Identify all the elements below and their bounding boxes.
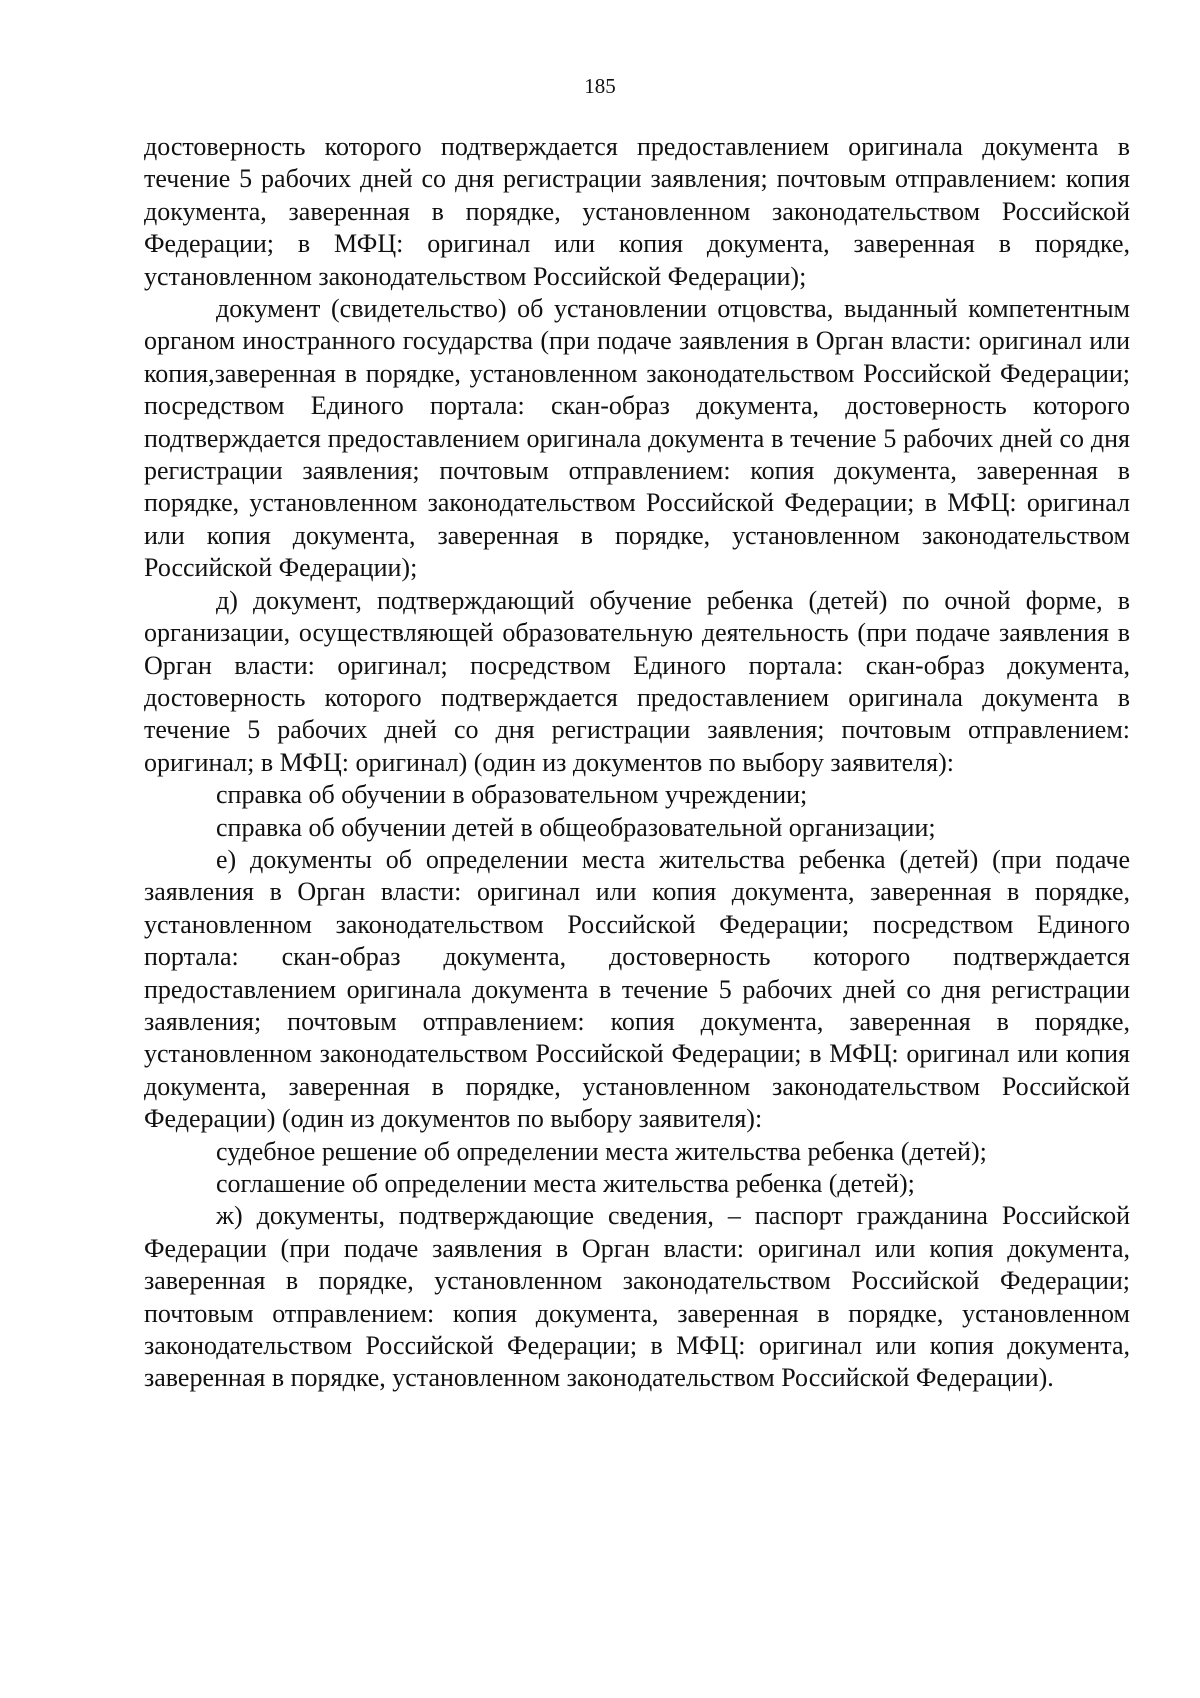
paragraph-continuation: достоверность которого подтверждается предоставлением оригинала документа в течение 5 рабочих дней со дня регистрации заявления; почтовым отправлением: копия документа, заверенная в порядке, установленном законодательством Российской Федерации; в МФЦ: оригинал или копия документа, заверенная в порядке, установленном законодательством Российской Федерации); <box>144 132 1130 291</box>
document-body <box>144 131 1130 1395</box>
page-number: 185 <box>584 74 616 98</box>
paragraph-item-d: д) документ, подтверждающий обучение ребенка (детей) по очной форме, в организации, осуществляющей образовательную деятельность (при подаче заявления в Орган власти: оригинал; посредством Единого портала: скан-образ документа, достоверность которого подтверждается предоставлением оригинала документа в течение 5 рабочих дней со дня регистрации заявления; почтовым отправлением: оригинал; в МФЦ: оригинал) (один из документов по выбору заявителя): <box>144 585 1130 777</box>
paragraph-residence-agreement: соглашение об определении места жительства ребенка (детей); <box>216 1169 915 1198</box>
paragraph-item-zh: ж) документы, подтверждающие сведения, – паспорт гражданина Российской Федерации (при подаче заявления в Орган власти: оригинал или копия документа, заверенная в порядке, установленном законодательством Российской Федерации; почтовым отправлением: копия документа, заверенная в порядке, установленном законодательством Российской Федерации; в МФЦ: оригинал или копия документа, заверенная в порядке, установленном законодательством Российской Федерации). <box>144 1201 1130 1393</box>
paragraph-item-e: е) документы об определении места жительства ребенка (детей) (при подаче заявления в Орган власти: оригинал или копия документа, заверенная в порядке, установленном законодательством Российской Федерации; посредством Единого портала: скан-образ документа, достоверность которого подтверждается предоставлением оригинала документа в течение 5 рабочих дней со дня регистрации заявления; почтовым отправлением: копия документа, заверенная в порядке, установленном законодательством Российской Федерации; в МФЦ: оригинал или копия документа, заверенная в порядке, установленном законодательством Российской Федерации) (один из документов по выбору заявителя): <box>144 844 1130 1134</box>
paragraph-paternity-certificate: документ (свидетельство) об установлении отцовства, выданный компетентным органом иностранного государства (при подаче заявления в Орган власти: оригинал или копия,заверенная в порядке, установленном законодательством Российской Федерации; посредством Единого портала: скан-образ документа, достоверность которого подтверждается предоставлением оригинала документа в течение 5 рабочих дней со дня регистрации заявления; почтовым отправлением: копия документа, заверенная в порядке, установленном законодательством Российской Федерации; в МФЦ: оригинал или копия документа, заверенная в порядке, установленном законодательством Российской Федерации); <box>144 294 1130 583</box>
paragraph-education-certificate: справка об обучении в образовательном учреждении; <box>216 780 808 810</box>
paragraph-school-certificate: справка об обучении детей в общеобразовательной организации; <box>216 812 936 842</box>
paragraph-court-decision: судебное решение об определении места жительства ребенка (детей); <box>216 1136 987 1166</box>
